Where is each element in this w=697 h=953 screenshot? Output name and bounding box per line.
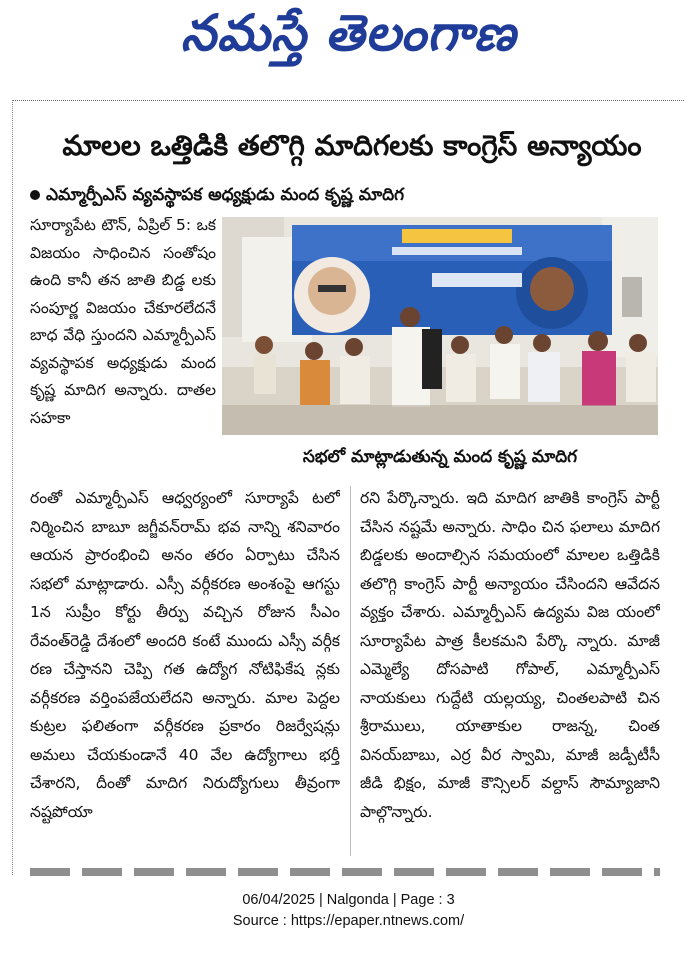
article-column-right <box>360 484 660 864</box>
column-divider <box>350 486 351 856</box>
subhead-text: ఎమ్మార్పీఎస్ వ్యవస్థాపక అధ్యక్షుడు మంద కృష్ణ మాదిగ <box>46 185 405 205</box>
article-paragraph: రని పేర్కొన్నారు. ఇది మాదిగ జాతికి కాంగ్రెస్ పార్టీ చేసిన నష్టమే అన్నారు. సాధిం చిన ఫలాలు మాదిగ బిడ్డలకు అందాల్సిన సమయంలో మాలల ఒత్తిడికి తలొగ్గి కాంగ్రెస్ పార్టీ అన్యాయం చేసిందని ఆవేదన వ్యక్తం చేశారు. ఎమ్మార్పీఎస్ ఉద్యమ విజ యంలో సూర్యాపేట పాత్ర కీలకమని పేర్కొ న్నారు. మాజీ ఎమ్మెల్యే దోసపాటి గోపాల్, ఎమ్మార్పీఎస్ నాయకులు గుద్దేటి యల్లయ్య, చింతలపాటి చిన శ్రీరాములు, యాతాకుల రాజన్న, చింత వినయ్‌బాబు, ఎర్ర వీర స్వామి, మాజీ జడ్పీటీసీ జీడి భిక్షం, మాజీ కౌన్సిలర్ వల్దాస్ సౌమ్యాజాని పాల్గొన్నారు. <box>360 489 660 821</box>
article-paragraph: సూర్యాపేట టౌన్, ఏప్రిల్ 5: ఒక విజయం సాధించిన సంతోషం ఉంది కానీ తన జాతి బిడ్డ లకు సంపూర్ణ విజయం చేకూరలేదనే బాధ వేధి స్తుందని ఎమ్మార్పీఎస్ వ్యవస్థాపక అధ్యక్షుడు మంద కృష్ణ మాదిగ అన్నారు. దాతల సహకా <box>30 216 216 427</box>
article-left-border <box>12 100 13 875</box>
article-top-border <box>12 100 684 101</box>
cropped-next-headline <box>30 868 660 876</box>
article-column-left-top <box>30 212 216 482</box>
article-subhead <box>30 182 680 208</box>
page-footer <box>0 890 697 932</box>
bullet-icon <box>30 190 40 200</box>
article-photo <box>222 217 658 435</box>
source-info: Source : https://epaper.ntnews.com/ <box>232 913 465 929</box>
article-paragraph: రంతో ఎమ్మార్పీఎస్ ఆధ్వర్యంలో సూర్యాపే టలో నిర్మించిన బాబూ జగ్జీవన్‌రామ్ భవ నాన్ని శనివారం ఆయన ప్రారంభించి అనం తరం ఏర్పాటు చేసిన సభలో మాట్లాడారు. ఎస్సీ వర్గీకరణ అంశంపై ఆగస్టు 1న సుప్రీం కోర్టు తీర్పు వచ్చిన రోజున సీఎం రేవంత్‌రెడ్డి దేశంలో అందరి కంటే ముందు ఎస్సీ వర్గీక రణ చేస్తానని చెప్పి గత ఉద్యోగ నోటిఫికేష న్లకు వర్గీకరణ వర్తింపజేయలేదని అన్నారు. మాల పెద్దల కుట్రల ఫలితంగా వర్గీకరణ ప్రకారం రిజర్వేషన్లు అమలు చేయకుండానే 40 వేల ఉద్యోగాలు భర్తీ చేశారని, దీంతో మాదిగ నిరుద్యోగులు తీవ్రంగా నష్టపోయా <box>30 489 340 821</box>
masthead <box>0 0 697 78</box>
article-headline: మాలల ఒత్తిడికి తలొగ్గి మాదిగలకు కాంగ్రెస్ అన్యాయం <box>62 129 642 162</box>
edition-info: 06/04/2025 | Nalgonda | Page : 3 <box>242 892 455 908</box>
photo-caption: సభలో మాట్లాడుతున్న మంద కృష్ణ మాదిగ <box>302 447 578 467</box>
event-photo-illustration <box>222 217 658 435</box>
article-column-left-bottom <box>30 484 340 864</box>
newspaper-title: నమస్తే తెలంగాణ <box>180 3 517 62</box>
